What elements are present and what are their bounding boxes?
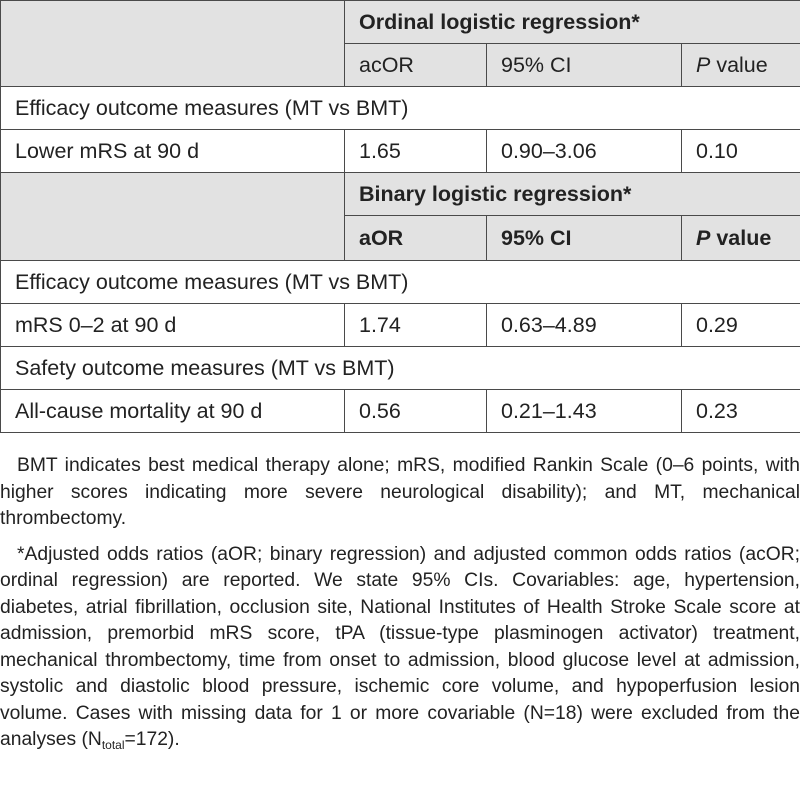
table-footnotes (0, 453, 800, 763)
adjustment-note-tail: =172). (124, 729, 180, 750)
group-label: Efficacy outcome measures (MT vs BMT) (1, 87, 800, 130)
ci-cell: 0.63–4.89 (487, 304, 682, 347)
blank-header-cell (1, 1, 345, 87)
binary-title-row (1, 173, 800, 216)
binary-section-title: Binary logistic regression* (345, 173, 800, 216)
measure-cell: Lower mRS at 90 d (1, 130, 345, 173)
p-value-cell: 0.10 (682, 130, 800, 173)
table-row (1, 304, 800, 347)
ci-cell: 0.90–3.06 (487, 130, 682, 173)
abbreviations-note: BMT indicates best medical therapy alone; mRS, modified Rankin Scale (0–6 points, with higher scores indicating more severe neurological disability); and MT, mechanical thrombectomy. (0, 455, 800, 529)
p-value-cell: 0.29 (682, 304, 800, 347)
group-row (1, 347, 800, 390)
col-header-p-value (682, 216, 800, 261)
blank-header-cell (1, 173, 345, 261)
adjustment-note-text: *Adjusted odds ratios (aOR; binary regression) and adjusted common odds ratios (acOR; ordinal regression) are reported. We state 95% CIs. Covariables: age, hypertension, diabetes, atrial fibrillation, occlusion site, National Institutes of Health Stroke Scale score at admission, premorbid mRS score, tPA (tissue-type plasminogen activator) treatment, mechanical thrombectomy, time from onset to admission, blood glucose level at admission, systolic and diastolic blood pressure, ischemic core volume, and hypoperfusion lesion volume. Cases with missing data for 1 or more covariable (N=18) were excluded from the analyses (N (0, 543, 800, 750)
col-header-ci: 95% CI (487, 216, 682, 261)
ci-cell: 0.21–1.43 (487, 390, 682, 433)
ordinal-title-row (1, 1, 800, 44)
group-row (1, 261, 800, 304)
p-italic: P (696, 52, 711, 77)
col-header-p-value (682, 44, 800, 87)
p-italic: P (696, 225, 711, 250)
col-header-ci: 95% CI (487, 44, 682, 87)
col-header-estimate: aOR (345, 216, 487, 261)
adjustment-note (0, 542, 800, 754)
p-value-cell: 0.23 (682, 390, 800, 433)
group-row (1, 87, 800, 130)
table-row (1, 130, 800, 173)
estimate-cell: 1.65 (345, 130, 487, 173)
table-row (1, 390, 800, 433)
ordinal-section-title: Ordinal logistic regression* (345, 1, 800, 44)
p-rest: value (710, 52, 768, 77)
col-header-estimate: acOR (345, 44, 487, 87)
measure-cell: All-cause mortality at 90 d (1, 390, 345, 433)
group-label: Efficacy outcome measures (MT vs BMT) (1, 261, 800, 304)
estimate-cell: 1.74 (345, 304, 487, 347)
estimate-cell: 0.56 (345, 390, 487, 433)
p-rest: value (710, 225, 772, 250)
group-label: Safety outcome measures (MT vs BMT) (1, 347, 800, 390)
n-total-subscript: total (101, 738, 125, 752)
measure-cell: mRS 0–2 at 90 d (1, 304, 345, 347)
